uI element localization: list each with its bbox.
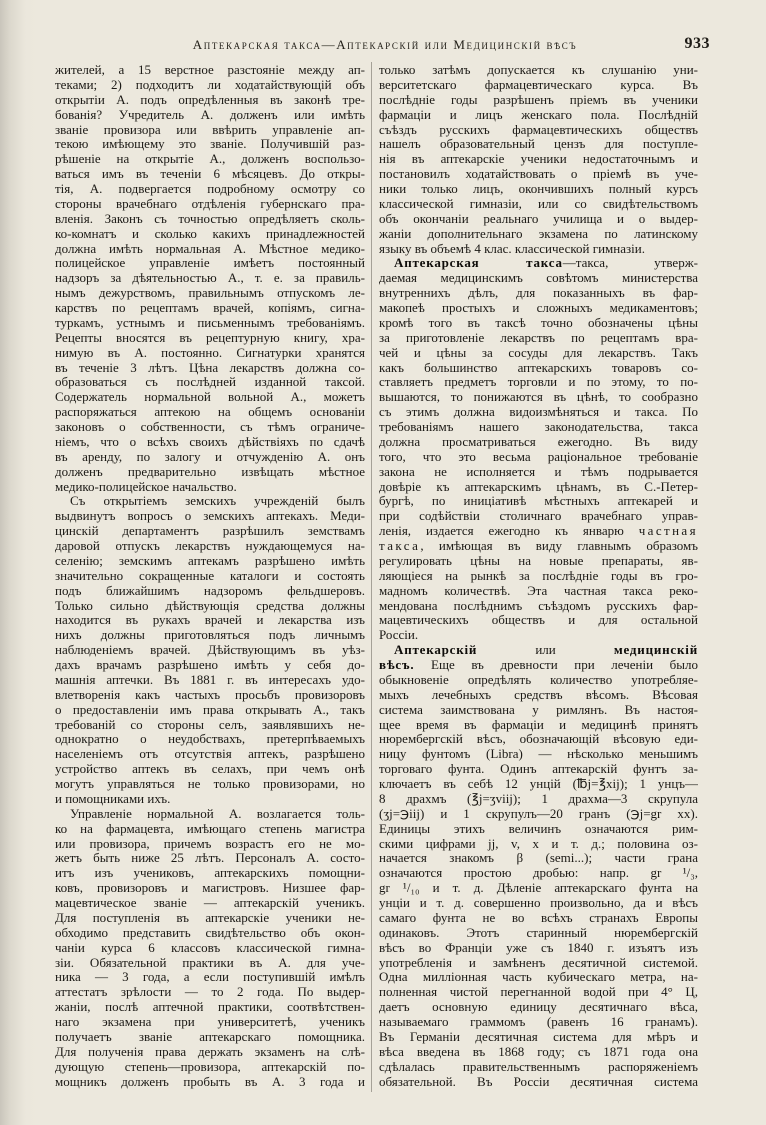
- text-line: ко на фармацевта, имѣющаго степень магистра: [55, 821, 365, 836]
- text-line: означаются простою дробью: напр. gr ¹/₃,: [379, 866, 698, 881]
- text-line: нихъ должны приготовляться подъ личнымъ: [55, 628, 365, 643]
- text-line: итъ изъ учениковъ, аптекарскихъ помощни-: [55, 866, 365, 881]
- text-line: Содержатель нормальной вольной А., можетъ: [55, 390, 365, 405]
- text-line: регулировать цѣны на новые препараты, яв-: [379, 553, 698, 568]
- text-line: нымъ дежурствомъ, правильнымъ отпускомъ ле-: [55, 286, 365, 301]
- text-line: цинскій департаментъ разрѣшилъ земствамъ: [55, 524, 365, 539]
- article-heading: Аптекарская такса: [394, 256, 563, 271]
- text-line: званіе провизора или ввѣрить управленіе ап-: [55, 122, 365, 137]
- left-column: [55, 63, 365, 1089]
- text-line: карствъ по рецептамъ врачей, копіямъ, сигна-: [55, 301, 365, 315]
- text-line: медико-полицейское начальство.: [55, 479, 237, 494]
- text-line: выдвинутъ вопросъ о земскихъ аптекахъ. Меди-: [55, 509, 365, 524]
- text-line: мацевтическое званіе — аптекарскій ученикъ.: [55, 896, 365, 910]
- text-line: дахъ врачамъ разрѣшено имѣть у себя до-: [55, 658, 365, 672]
- text-line: мадномъ количествѣ. Эта частная такса реко-: [379, 583, 698, 598]
- text-line: сдѣлалась правительственнымъ распоряженіемъ: [379, 1059, 698, 1074]
- page-number: 933: [684, 35, 710, 52]
- emphasis-text: такса: [379, 539, 421, 553]
- text-line: нюрембергскій вѣсъ, обозначающій вѣсовую еди-: [379, 732, 698, 747]
- text-line: ницу фунтомъ (Libra) — нѣсколько меньшимъ: [379, 747, 698, 762]
- text-line: могутъ управляться не только провизорами, но: [55, 777, 365, 791]
- text-line: ника — 3 года, а если поступившій имѣлъ: [55, 970, 365, 985]
- article-heading: медицинскій: [613, 643, 698, 658]
- text-line: классической гимназіи, или со свидѣтельствомъ: [379, 196, 698, 211]
- text-line: селенію; земскимъ аптекамъ разрѣшено имѣть: [55, 553, 365, 568]
- text-line: вленія. Законъ съ точностью опредѣляетъ сколь-: [55, 211, 365, 226]
- text-line: вѣса введена въ 1868 году; съ 1871 года она: [379, 1044, 698, 1059]
- text-run: или: [477, 643, 614, 658]
- text-line: объ окончаніи реальнаго училища и о выдер-: [379, 211, 698, 226]
- text-line: должна имѣть нормальная А. Мѣстное медико-: [55, 241, 365, 256]
- text-line: языку въ объемѣ 4 клас. классической гимназіи.: [379, 241, 645, 256]
- text-line: верситетскаго фармацевтическаго курса. Въ: [379, 77, 698, 92]
- text-line: даетъ основную единицу десятичнаго вѣса,: [379, 1000, 698, 1015]
- text-line: вышаются, то понижаются въ цѣнѣ, то сообразно: [379, 390, 698, 405]
- text-line: Управленіе нормальной А. возлагается толь-: [70, 806, 365, 821]
- text-line: Рецепты вносятся въ рецептурную книгу, хра-: [55, 330, 365, 345]
- text-line: Одна милліонная часть кубическаго метра, на-: [379, 970, 698, 985]
- text-line: долженъ предварительно извѣщать мѣстное: [55, 464, 365, 479]
- text-line: щее время въ фармаціи и медицинѣ принятъ: [379, 717, 698, 732]
- text-line: самаго фунта не во всѣхъ странахъ Европы: [379, 910, 698, 925]
- text-line: получаетъ званіе аптекарскаго помощника.: [55, 1029, 365, 1044]
- text-line: дующую степень—провизора, аптекарскій по-: [55, 1059, 365, 1074]
- paragraph: [55, 494, 365, 806]
- text-line: только затѣмъ допускается къ слушанію уни-: [379, 63, 698, 77]
- paragraph: [55, 807, 365, 1090]
- text-line: жетъ быть ниже 25 лѣтъ. Персоналъ А. состо-: [55, 851, 365, 866]
- column-rule: [371, 62, 372, 1092]
- text-line: или провизора, причемъ возрастъ его не мо-: [55, 836, 365, 851]
- text-line: населеніемъ отъ отсутствія аптекъ, разрѣшено: [55, 747, 365, 762]
- text-line: подъ ближайшимъ надзоромъ фельдшеровъ.: [55, 583, 365, 598]
- text-line: [379, 256, 698, 271]
- text-line: находится въ рукахъ врачей и лекарства изъ: [55, 613, 365, 628]
- text-line: кромѣ того въ таксѣ точно обозначены цѣны: [379, 315, 698, 330]
- text-line: зіи. Обязательной практики въ А. для уче-: [55, 955, 365, 970]
- text-line: нія въ аптекарскіе ученики недостаточнымъ и: [379, 152, 698, 167]
- text-line: ко-комнатъ и сколько какихъ принадлежностей: [55, 226, 365, 241]
- text-line: чаніи курса 6 классовъ классической гимна-: [55, 940, 365, 955]
- text-line: Для полученія права держать экзаменъ на слѣ-: [55, 1044, 365, 1059]
- text-line: Для поступленія въ аптекарскіе ученики не-: [55, 910, 365, 925]
- text-run: —такса, утверж-: [562, 256, 698, 271]
- text-line: торговаго фунта. Одинъ аптекарскій фунтъ за-: [379, 762, 698, 777]
- article-heading: Аптекарскій: [394, 643, 478, 658]
- text-run: , имѣющая въ виду главнымъ образомъ: [420, 539, 698, 553]
- text-line: бургѣ, по иниціативѣ мѣстныхъ аптекарей и: [379, 494, 698, 509]
- text-line: Россіи.: [379, 628, 419, 643]
- article-heading: вѣсъ.: [379, 658, 415, 672]
- text-line: [379, 643, 698, 658]
- paragraph: [379, 643, 698, 1089]
- text-line: [379, 539, 698, 554]
- text-line: ляющіеся на рынкѣ за послѣдніе годы въ гро-: [379, 568, 698, 583]
- text-line: того, что это весьма раціональное требованіе: [379, 449, 698, 464]
- text-line: наблюденіемъ врачей. Дѣйствующимъ въ уѣз-: [55, 643, 365, 658]
- text-run: Еще въ древности при леченіи было: [414, 658, 698, 672]
- text-line: полненная чистой перегнанной водой при 4° Ц,: [379, 985, 698, 1000]
- text-line: внутреннихъ дѣлъ, для показанныхъ въ фар-: [379, 286, 698, 301]
- text-line: послѣдніе годы разрѣшенъ пріемъ въ ученики: [379, 92, 698, 107]
- text-line: жаніи, послѣ аптечной практики, соотвѣтствен-: [55, 1000, 365, 1015]
- text-line: и помощниками ихъ.: [55, 791, 171, 806]
- text-line: жаніи дополнительнаго экзамена по латинскому: [379, 226, 698, 241]
- paragraph: [55, 63, 365, 494]
- text-line: ніемъ, что о всѣхъ своихъ дѣйствіяхъ по сдачѣ: [55, 434, 365, 449]
- text-line: образоваться съ послѣдней изданной таксой.: [55, 375, 365, 390]
- text-line: рѣшеніе на открытіе А., долженъ воспользо-: [55, 152, 365, 167]
- running-head: Аптекарская такса—Аптекарскій или Медицинскій вѣсъ: [192, 37, 578, 52]
- text-line: о предоставленіи имъ права открывать А., такъ: [55, 702, 365, 717]
- text-line: вѣсъ во Франціи уже съ 1840 г. изъятъ изъ: [379, 940, 698, 955]
- text-run: ленія, издается ежегодно къ январю: [379, 524, 639, 539]
- text-line: скими цифрами jj, v, x и т. д.; половина оз-: [379, 836, 698, 851]
- text-line: [379, 658, 698, 673]
- text-line: аттестатъ зрѣлости — то 2 года. По выдер-: [55, 985, 365, 1000]
- text-line: мендована послѣднимъ съѣздомъ русскихъ фар-: [379, 598, 698, 613]
- text-line: Единицы этихъ величинъ означаются рим-: [379, 821, 698, 836]
- text-line: съѣздъ русскихъ фармацевтическихъ обществъ: [379, 122, 698, 137]
- text-line: при содѣйствіи столичнаго врачебнаго управ-: [379, 509, 698, 524]
- text-line: устройство аптекъ въ селахъ, при чемъ онѣ: [55, 762, 365, 777]
- text-line: даемая медицинскимъ совѣтомъ министерства: [379, 271, 698, 286]
- text-line: влетворенія какъ частыхъ просьбъ провизоровъ: [55, 687, 365, 702]
- text-line: открытіи А. подъ опредѣленныя въ законѣ тре-: [55, 92, 365, 107]
- paragraph: [379, 63, 698, 256]
- text-line: въ аренду, по залогу и отчужденію А. онъ: [55, 449, 365, 464]
- text-line: нимую въ А. постоянно. Сигнатурки хранятся: [55, 345, 365, 360]
- emphasis-text: частная: [638, 524, 698, 539]
- text-line: ключаетъ въ себѣ 12 унцій (℔j=℥xij); 1 унцъ—: [379, 777, 698, 791]
- text-line: Въ Германіи десятичная система для мѣръ и: [379, 1029, 698, 1044]
- text-line: теками; 2) подходитъ ли ходатайствующій объ: [55, 77, 365, 92]
- text-line: обязательной. Въ Россіи десятичная система: [379, 1074, 698, 1089]
- text-line: мацевтическихъ обществъ и для остальной: [379, 613, 698, 628]
- text-line: закона не исполняется и тѣмъ подрывается: [379, 464, 698, 479]
- text-line: однократно о неудобствахъ, претерпѣваемыхъ: [55, 732, 365, 747]
- text-line: (ʒj=℈iij) и 1 скрупулъ—20 гранъ (℈j=gr xx).: [379, 806, 698, 821]
- text-line: должна просматриваться ежегодно. Въ виду: [379, 434, 698, 449]
- text-line: за приготовленіе лекарствъ по рецептамъ вра-: [379, 330, 698, 345]
- text-line: туркамъ, устнымъ и письменнымъ требованіямъ.: [55, 315, 365, 330]
- text-line: Съ открытіемъ земскихъ учрежденій былъ: [70, 494, 365, 509]
- text-line: употребленія и замѣненъ десятичной системой.: [379, 955, 698, 970]
- text-line: требованій со стороны селъ, заявлявшихъ не-: [55, 717, 365, 732]
- text-line: нашелъ образовательный цензъ для поступле-: [379, 137, 698, 152]
- text-line: 8 драхмъ (℥j=ʒviij); 1 драхма—3 скрупула: [379, 791, 698, 806]
- text-line: чей и цѣны за сосуды для лекарствъ. Такъ: [379, 345, 698, 360]
- text-line: [379, 524, 698, 539]
- text-line: довѣріе къ аптекарскимъ цѣнамъ, въ С.-Петер-: [379, 479, 698, 494]
- text-line: тія, А. подвергается подробному осмотру со: [55, 182, 365, 196]
- text-line: обходимо представить свидѣтельство объ окон-: [55, 925, 365, 940]
- text-line: машнія аптечки. Въ 1881 г. въ интересахъ удо-: [55, 672, 365, 687]
- text-line: даровой отпускъ лекарствъ нуждающемуся на-: [55, 539, 365, 553]
- text-line: постановилъ ходатайствовать о пріемѣ въ уче-: [379, 167, 698, 182]
- text-line: обыкновеніе опредѣлять количество употребляе-: [379, 672, 698, 687]
- text-line: законовъ о собственности, съ тѣмъ ограниче-: [55, 420, 365, 434]
- text-line: полицейское управленіе имѣетъ постоянный: [55, 256, 365, 271]
- text-line: значительно сокращенные каталоги и состоять: [55, 568, 365, 583]
- text-line: одинаковъ. Этотъ старинный нюрембергскій: [379, 925, 698, 940]
- text-line: ковъ, провизоровъ и магистровъ. Низшее фар-: [55, 881, 365, 896]
- text-line: Только сильно дѣйствующія средства должны: [55, 598, 365, 613]
- text-line: мощникъ долженъ пробыть въ А. 3 года и: [55, 1074, 365, 1089]
- text-line: ставляетъ предметъ торговли и по этому, то по-: [379, 375, 698, 390]
- text-line: ники только лицъ, окончившихъ полный курсъ: [379, 182, 698, 196]
- right-column: [379, 63, 698, 1089]
- text-line: начается знакомъ β (semi...); части грана: [379, 851, 698, 866]
- text-line: какъ большинство аптекарскихъ товаровъ со-: [379, 360, 698, 375]
- text-line: gr ¹/₁₀ и т. д. Дѣленіе аптекарскаго фунта на: [379, 881, 698, 896]
- text-line: бованія? Учредитель А. долженъ или имѣть: [55, 107, 365, 122]
- text-line: макопеѣ простыхъ и сложныхъ медикаментовъ;: [379, 301, 698, 315]
- text-line: надзоръ за дѣятельностью А., т. е. за правиль-: [55, 271, 365, 286]
- text-line: называемаго граммомъ (равенъ 16 гранамъ).: [379, 1015, 698, 1029]
- text-line: фармаціи и лицъ женскаго пола. Послѣдній: [379, 107, 698, 122]
- text-line: наго экзамена при университетѣ, ученикъ: [55, 1015, 365, 1029]
- text-line: стороны врачебнаго отдѣленія губернскаго пра-: [55, 196, 365, 211]
- text-line: требованіямъ нашего законодательства, такса: [379, 420, 698, 434]
- paragraph: [379, 256, 698, 643]
- text-line: текою имѣющему это званіе. Получившій раз-: [55, 137, 365, 152]
- text-line: система заимствована у римлянъ. Въ настоя-: [379, 702, 698, 717]
- text-line: унціи и т. д. совершенно произвольно, да и вѣсъ: [379, 896, 698, 910]
- text-line: распоряжаться аптекою на общемъ основаніи: [55, 405, 365, 420]
- text-line: жителей, а 15 верстное разстояніе между ап-: [55, 63, 365, 77]
- text-line: въ теченіе 3 лѣтъ. Цѣна лекарствъ должна со-: [55, 360, 365, 375]
- text-line: ваться имъ въ теченіи 6 мѣсяцевъ. До откры-: [55, 167, 365, 182]
- text-line: съ этимъ должна видоизмѣняться и такса. По: [379, 405, 698, 420]
- text-line: мыхъ лечебныхъ средствъ вѣсомъ. Вѣсовая: [379, 687, 698, 702]
